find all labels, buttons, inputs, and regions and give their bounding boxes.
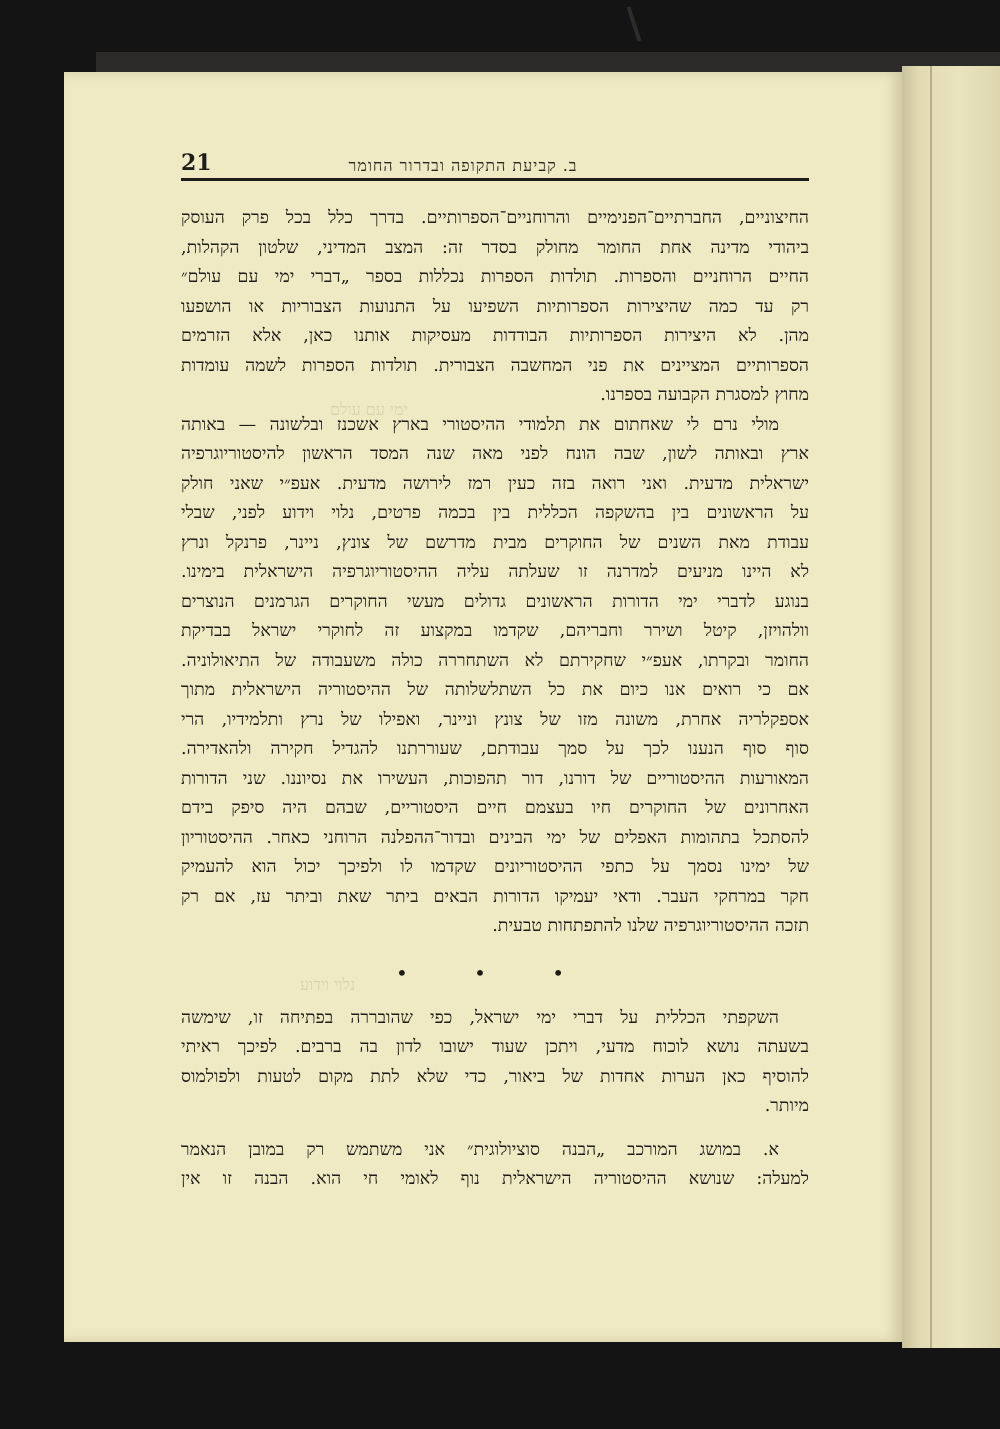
paragraph [181,411,809,942]
text-line: מהן. לא היצירות הספרותיות הבודדות מעסיקות אותנו כאן, אלא הזרמים [181,326,809,346]
text-line: מולי נרם לי שאחתום את תלמודי ההיסטורי בארץ אשכנז ובלשונה — באותה [181,414,779,435]
text-line: בנוגע לדברי ימי הדורות הראשונים גדולים מעשי החוקרים הגרמנים הנוצרים [181,591,809,612]
paragraph [181,1136,809,1195]
text-line: על הראשונים בין בהשקפה הכללית בין בכמה פרטים, נלוי וידוע לפני, שבלי [181,503,809,523]
text-line: החיצוניים, החברתיים־הפנימיים והרוחניים־הספרותיים. בדרך כלל בכל פרק העוסק [181,208,809,228]
text-line: לא היינו מניעים למדרנה זו שעלתה עליה ההיסטוריוגרפיה הישראלית בימינו. [181,562,809,582]
section-break: • • • [395,960,595,985]
text-line: רק עד כמה שהיצירות הספרותיות השפיעו על התנועות הצבוריות או הושפעו [181,296,809,317]
page-header [117,150,809,180]
text-line: מחוץ למסגרת הקבועה בספרנו. [600,385,809,405]
book-page-edges [902,66,1000,1348]
text-line: א. במושג המורכב „הבנה סוציולוגית״ אני משתמש רק במובן הנאמר [181,1139,779,1160]
body-text [181,204,809,1195]
text-line: חקר במרחקי העבר. ודאי יעמיקו הדורות הבאים ביתר שאת וביתר עז, אם רק [181,886,809,907]
text-line: להוסיף כאן הערות אחדות של ביאור, כדי שלא לתת מקום לטעות ולפולמוס [181,1066,809,1087]
page-edge-shadow [930,66,932,1348]
binding-mark [627,6,642,41]
text-line: עבודת מאת השנים של החוקרים מבית מדרשם של צונץ, ניינר, פרנקל ונרץ [181,532,809,553]
text-line: אם כי רואים אנו כיום את כל השתלשלותה של ההיסטוריה הישראלית מתוך [181,680,809,700]
text-line: ביהודי מדינה אחת החומר מחולק בסדר זה: המצב המדיני, שלטון הקהלות, [181,237,809,258]
text-line: וולהויזן, קיטל ושירר וחבריהם, שקדמו במקצוע זה לחוקרי ישראל בבדיקת [181,621,809,641]
text-line: של ימינו נסמך על כתפי ההיסטוריונים שקדמו לו ולפיכך יכול הוא להעמיק [181,857,809,877]
text-line: המאורעות ההיסטוריים של דורנו, דור תהפוכות, העשירו את נסיוננו. שני הדורות [181,768,809,789]
text-line: השקפתי הכללית על דברי ימי ישראל, כפי שהובררה בפתיחה זו, שימשה [181,1007,779,1028]
bleed-through-text: ימי עם עולם [330,400,408,419]
text-line: האחרונים של החוקרים חיו בעצמם חיים היסטוריים, שבהם היה סיפק בידם [181,798,809,818]
text-line: הספרותיים המציינים את פני המחשבה הצבורית. תולדות הספרות לשמה עומדות [181,355,809,376]
text-line: תזכה ההיסטוריוגרפיה שלנו להתפתחות טבעית. [492,916,809,936]
bleed-through-text: נלוי וידוע [300,975,356,994]
text-line: החומר ובקרתו, אעפ״י שחקירתם לא השתחררה כולה משעבודה של התיאולוניה. [181,650,809,671]
header-rule [181,178,809,181]
text-line: להסתכל בתהומות האפלים של ימי הבינים ובדור־ההפלנה הרוחני כאחר. ההיסטוריון [181,827,809,848]
paragraph [181,204,809,411]
text-line: ישראלית מדעית. ואני רואה בזה כעין רמז לירושה מדעית. אעפ״י שאני חולק [181,473,809,494]
running-head: ב. קביעת התקופה ובדרור החומר [348,156,578,175]
text-line: למעלה: שנושא ההיסטוריה הישראלית נוף לאומי חי הוא. הבנה זו אין [181,1169,809,1189]
text-line: סוף סוף הנענו לכך על סמך עבודתם, שעוררתנו להגדיל חקירה ולהאדירה. [181,739,809,759]
text-line: מיותר. [764,1096,809,1116]
page-number: 21 [181,150,212,176]
text-line: בשעתה נושא לוכוח מדעי, ויתכן שעוד ישובו לדון בה ברבים. לפיכך ראיתי [181,1037,809,1057]
text-line: החיים הרוחניים והספרות. תולדות הספרות נכללות בספר „דברי ימי עם עולם״ [181,267,809,287]
text-line: ארץ ובאותה לשון, שבה הונח לפני מאה שנה המסד הראשון להיסטוריוגרפיה [181,444,809,464]
text-line: אספקלריה אחרת, משונה מזו של צונץ וניינר, ואפילו של נרץ ותלמידיו, הרי [181,709,809,730]
paragraph [181,1004,809,1122]
